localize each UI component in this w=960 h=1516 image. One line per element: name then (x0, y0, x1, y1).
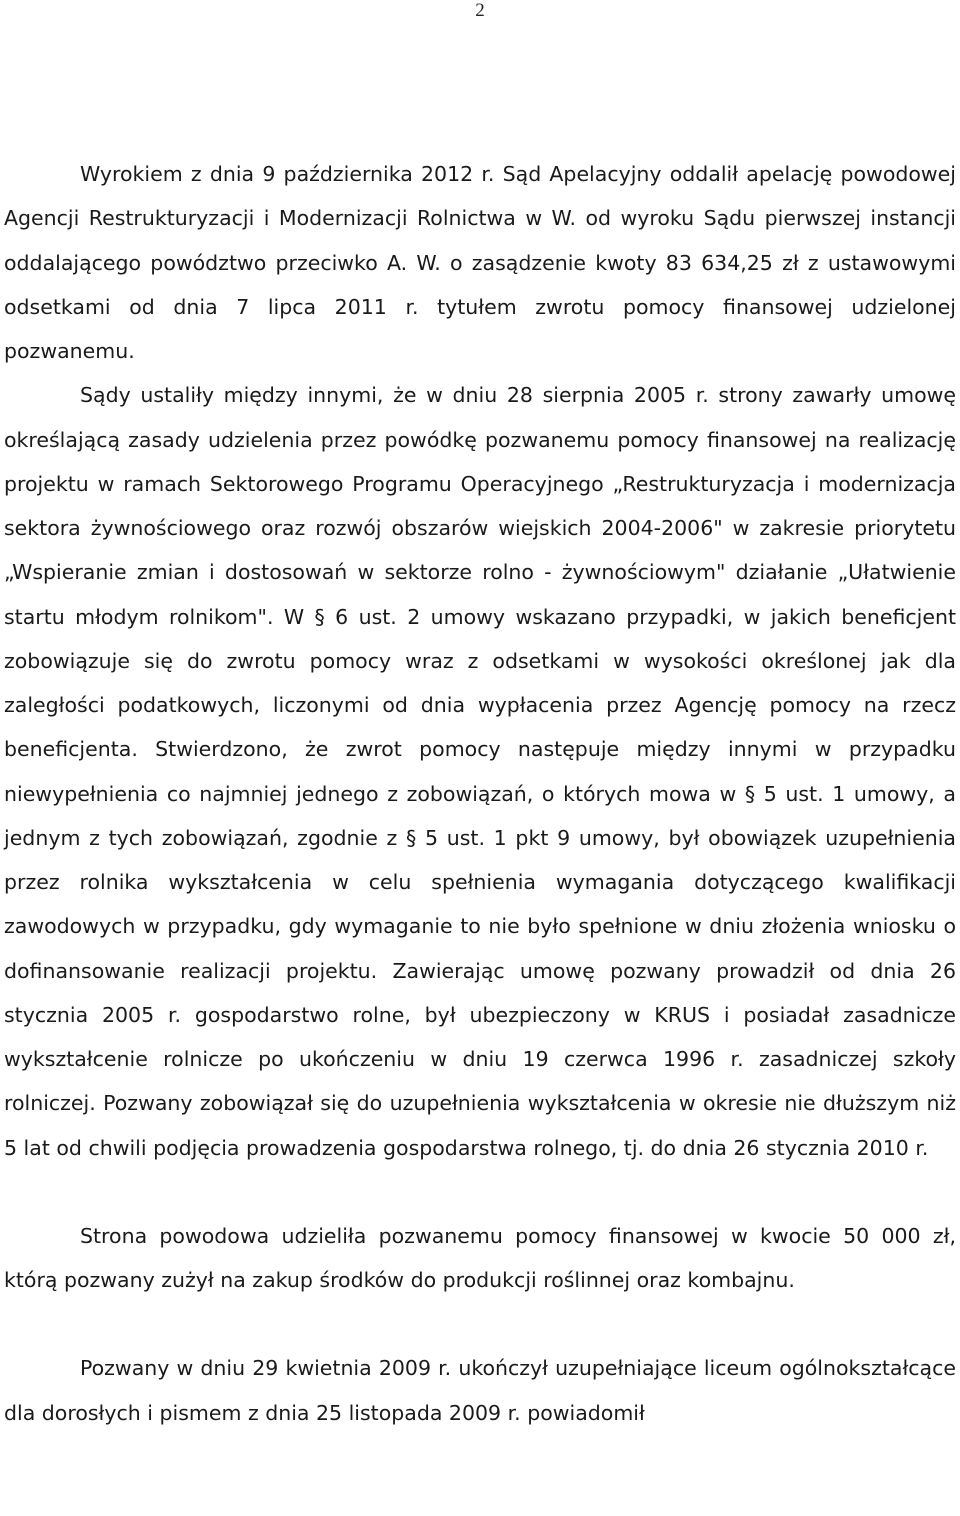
page-number: 2 (475, 0, 485, 21)
paragraph-judgment: Wyrokiem z dnia 9 października 2012 r. Sąd Apelacyjny oddalił apelację powodowej Agencji Restrukturyzacji i Modernizacji Rolnictwa w W. od wyroku Sądu pierwszej instancji oddalającego powództwo przeciwko A. W. o zasądzenie kwoty 83 634,25 zł z ustawowymi odsetkami od dnia 7 lipca 2011 r. tytułem zwrotu pomocy finansowej udzielonej pozwanemu. (4, 162, 956, 363)
paragraph-findings: Sądy ustaliły między innymi, że w dniu 28 sierpnia 2005 r. strony zawarły umowę określającą zasady udzielenia przez powódkę pozwanemu pomocy finansowej na realizację projektu w ramach Sektorowego Programu Operacyjnego „Restrukturyzacja i modernizacja sektora żywnościowego oraz rozwój obszarów wiejskich 2004-2006" w zakresie priorytetu „Wspieranie zmian i dostosowań w sektorze rolno - żywnościowym" działanie „Ułatwienie startu młodym rolnikom". W § 6 ust. 2 umowy wskazano przypadki, w jakich beneficjent zobowiązuje się do zwrotu pomocy wraz z odsetkami w wysokości określonej jak dla zaległości podatkowych, liczonymi od dnia wypłacenia przez Agencję pomocy na rzecz beneficjenta. Stwierdzono, że zwrot pomocy następuje między innymi w przypadku niewypełnienia co najmniej jednego z zobowiązań, o których mowa w § 5 ust. 1 umowy, a jednym z tych zobowiązań, zgodnie z § 5 ust. 1 pkt 9 umowy, był obowiązek uzupełnienia przez rolnika wykształcenia w celu spełnienia wymagania dotyczącego kwalifikacji zawodowych w przypadku, gdy wymaganie to nie było spełnione w dniu złożenia wniosku o dofinansowanie realizacji projektu. Zawierając umowę pozwany prowadził od dnia 26 stycznia 2005 r. gospodarstwo rolne, był ubezpieczony w KRUS i posiadał zasadnicze wykształcenie rolnicze po ukończeniu w dniu 19 czerwca 1996 r. zasadniczej szkoły rolniczej. Pozwany zobowiązał się do uzupełnienia wykształcenia w okresie nie dłuższym niż 5 lat od chwili podjęcia prowadzenia gospodarstwa rolnego, tj. do dnia 26 stycznia 2010 r. (4, 383, 956, 1160)
paragraph-spacer (4, 1302, 956, 1346)
paragraph-education: Pozwany w dniu 29 kwietnia 2009 r. ukończył uzupełniające liceum ogólnokształcące dla dorosłych i pismem z dnia 25 listopada 2009 r. powiadomił (4, 1356, 956, 1425)
document-body (4, 152, 956, 1435)
paragraph-financing: Strona powodowa udzieliła pozwanemu pomocy finansowej w kwocie 50 000 zł, którą pozwany zużył na zakup środków do produkcji roślinnej oraz kombajnu. (4, 1223, 956, 1292)
paragraph-spacer (4, 1170, 956, 1214)
